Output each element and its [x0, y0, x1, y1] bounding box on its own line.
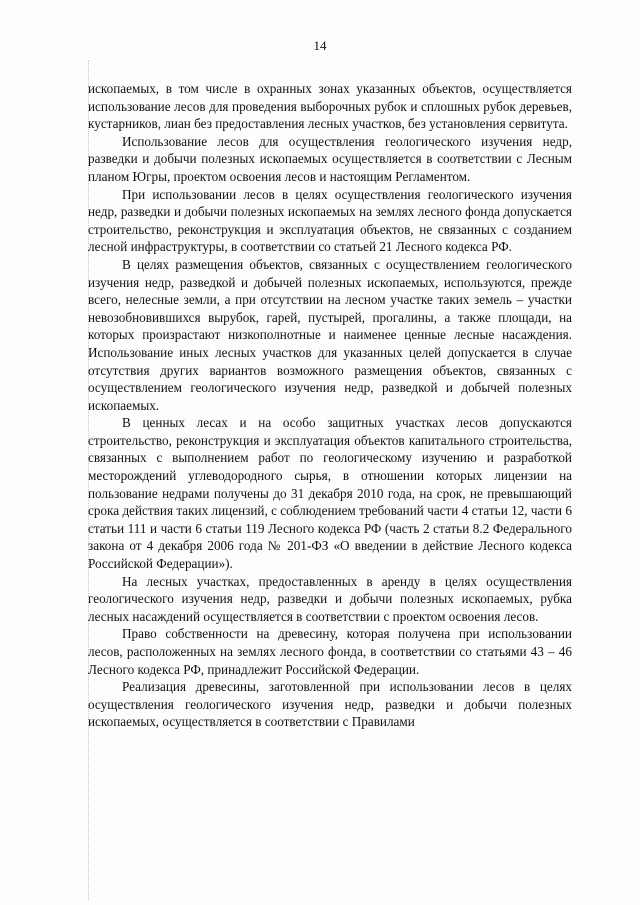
paragraph-8: Реализация древесины, заготовленной при использовании лесов в целях осуществления геологического изучения недр, разведки и добычи полезных ископаемых, осуществляется в соответствии с Правилами — [88, 679, 572, 730]
paragraph-7: Право собственности на древесину, которая получена при использовании лесов, расположенных на землях лесного фонда, в соответствии со статьями 43 – 46 Лесного кодекса РФ, принадлежит Российской Федерации. — [88, 626, 572, 677]
paragraph-4: В целях размещения объектов, связанных с осуществлением геологического изучения недр, разведкой и добычей полезных ископаемых, используются, прежде всего, нелесные земли, а при отсутствии на лесном участке таких земель – участки невозобновившихся вырубок, гарей, пустырей, прогалины, а также площади, на которых произрастают низкополнотные и наименее ценные лесные насаждения. Использование иных лесных участков для указанных целей допускается в случае отсутствия других вариантов возможного размещения объектов, связанных с осуществлением геологического изучения недр, разведкой и добычей полезных ископаемых. — [88, 256, 572, 413]
paragraph-6: На лесных участках, предоставленных в аренду в целях осуществления геологического изучения недр, разведки и добычи полезных ископаемых, рубка лесных насаждений осуществляется в соответствии с проектом освоения лесов. — [88, 573, 572, 624]
paragraph-5: В ценных лесах и на особо защитных участках лесов допускаются строительство, реконструкция и эксплуатация объектов капитального строительства, связанных с выполнением работ по геологическому изучению и разработкой месторождений углеводородного сырья, в отношении которых лицензии на пользование недрами получены до 31 декабря 2010 года, на срок, не превышающий срока действия таких лицензий, с соблюдением требований части 4 статьи 12, части 6 статьи 111 и части 6 статьи 119 Лесного кодекса РФ (часть 2 статьи 8.2 Федерального закона от 4 декабря 2006 года № 201-ФЗ «О введении в действие Лесного кодекса Российской Федерации»). — [88, 415, 572, 572]
paragraph-1: ископаемых, в том числе в охранных зонах указанных объектов, осуществляется использование лесов для проведения выборочных рубок и сплошных рубок деревьев, кустарников, лиан без предоставления лесных участков, без установления сервитута. — [88, 81, 572, 132]
page-number: 14 — [313, 38, 327, 53]
paragraph-3: При использовании лесов в целях осуществления геологического изучения недр, разведки и добычи полезных ископаемых на землях лесного фонда допускается строительство, реконструкция и эксплуатация объектов, не связанных с созданием лесной инфраструктуры, в соответствии со статьей 21 Лесного кодекса РФ. — [88, 186, 572, 255]
paragraph-2: Использование лесов для осуществления геологического изучения недр, разведки и добычи полезных ископаемых осуществляется в соответствии с Лесным планом Югры, проектом освоения лесов и настоящим Регламентом. — [88, 133, 572, 184]
document-body — [88, 80, 572, 731]
